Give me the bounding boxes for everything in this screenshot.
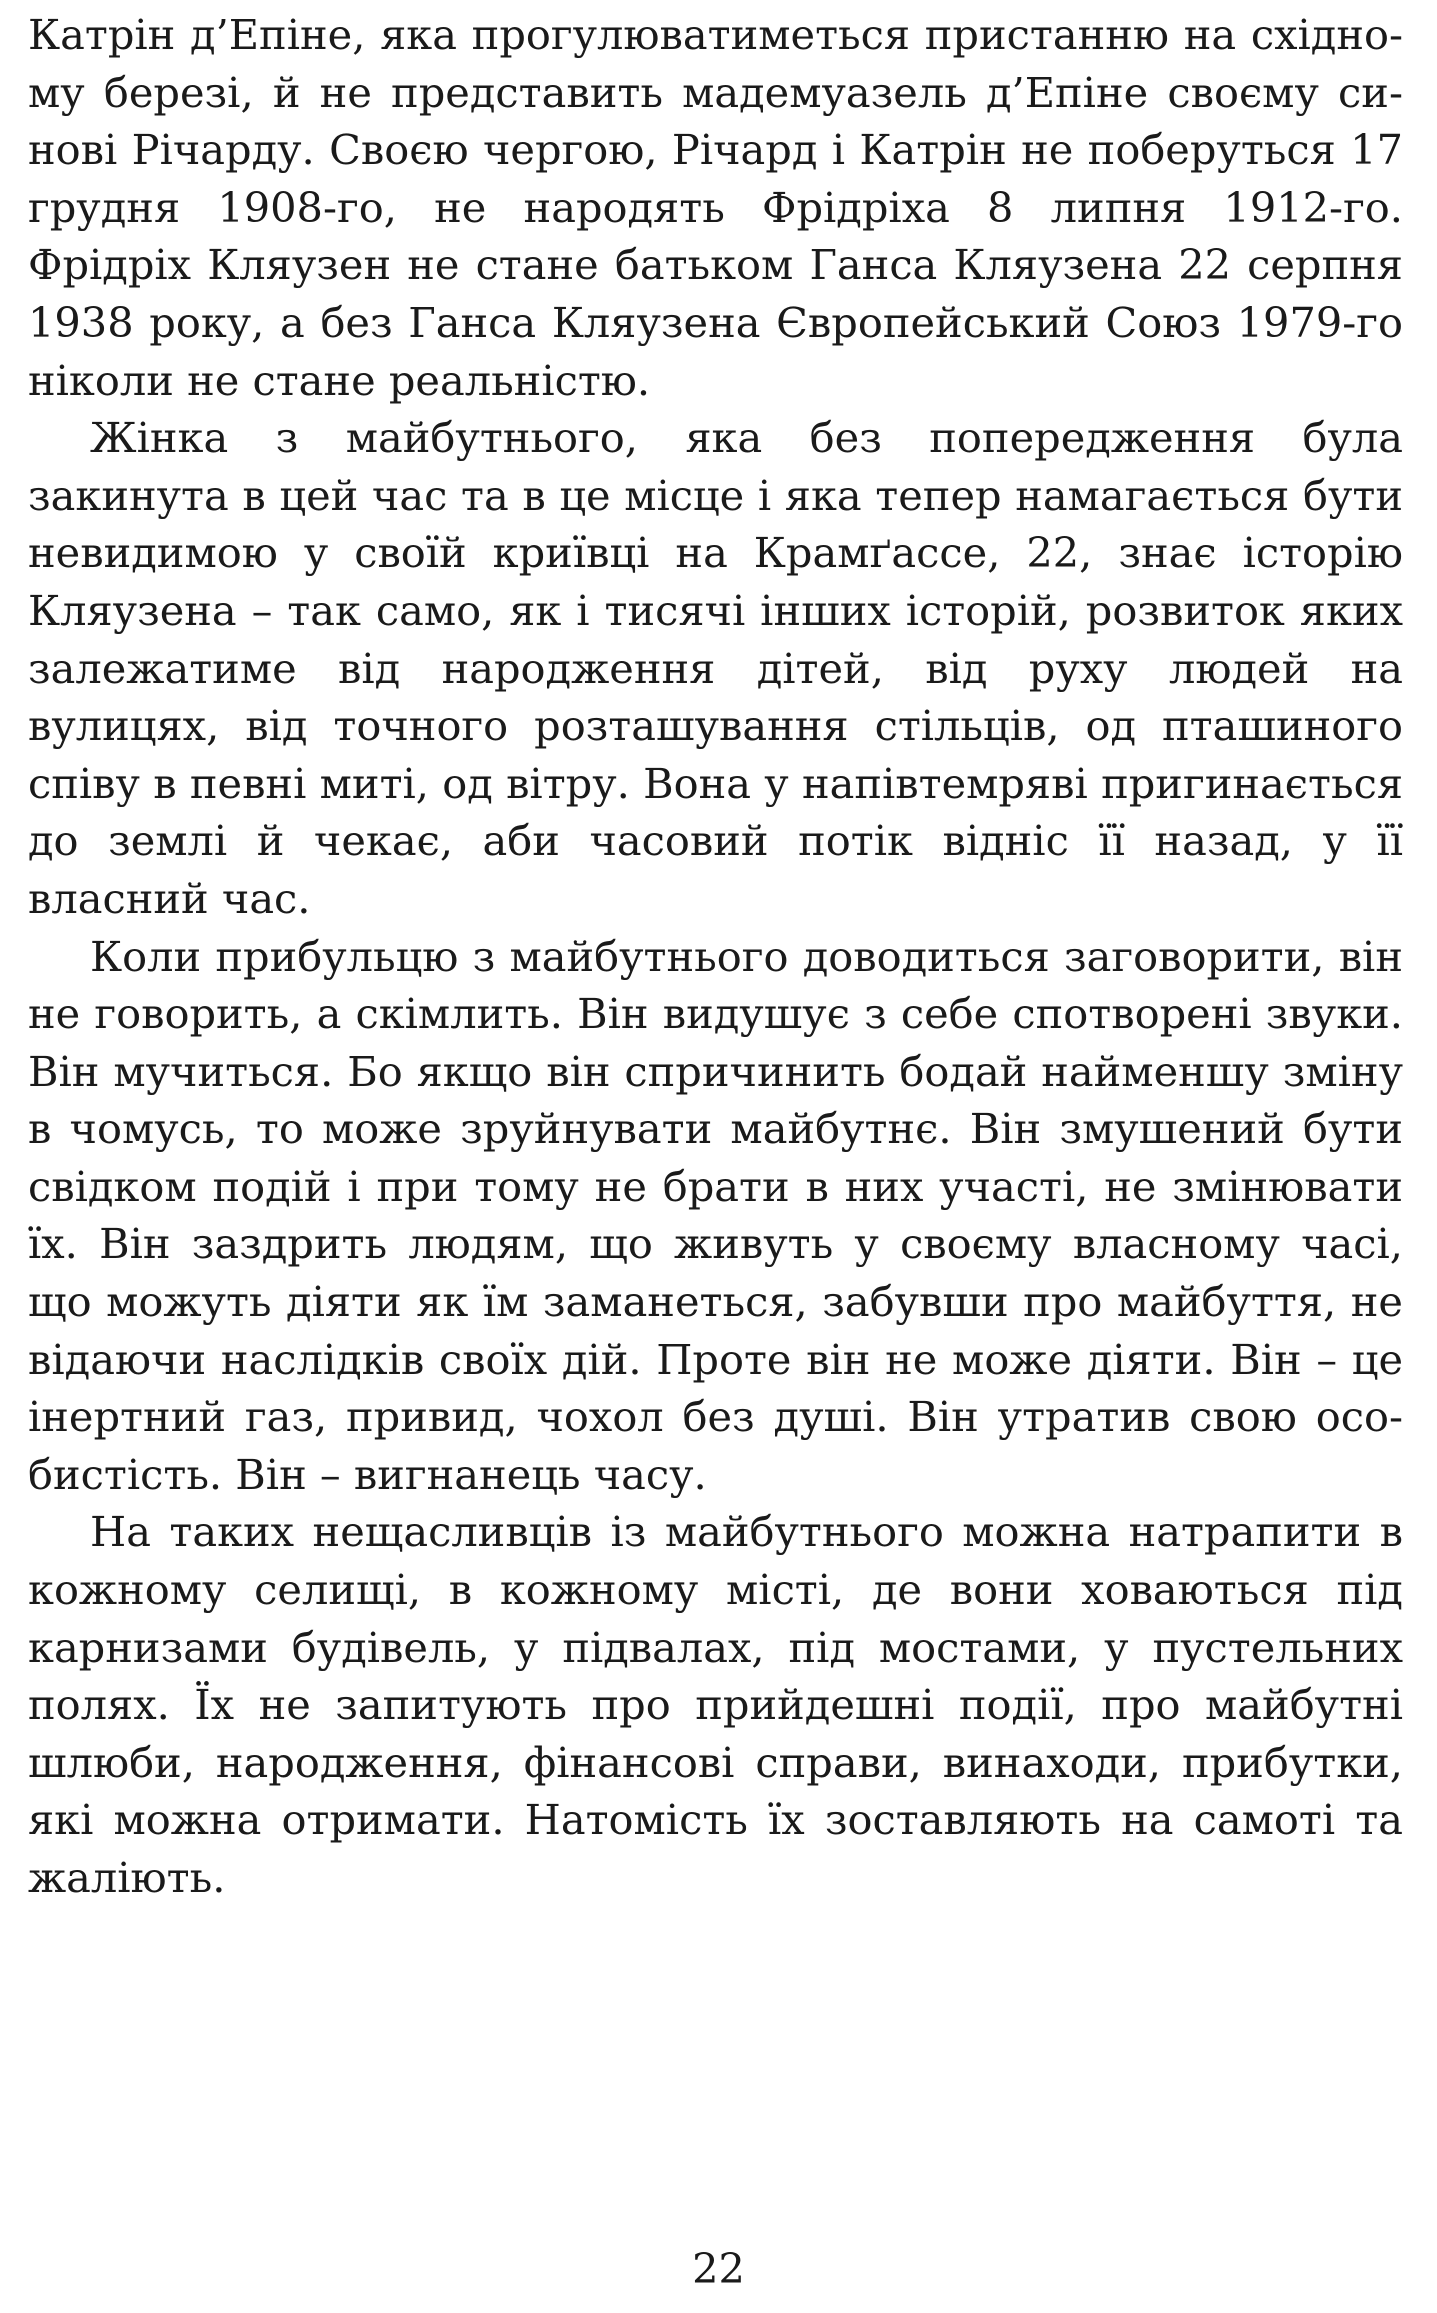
paragraph-1: Катрін д’Епіне, яка прогулюватиметься пристанню на східному березі, й не представить мадемуазель д’Епіне своєму синові Річарду. Своєю чергою, Річард і Катрін не поберуться 17 грудня 1908-го, не народять Фрідріха 8 липня 1912-го. Фрідріх Кляузен не стане батьком Ганса Кляузена 22 серпня 1938 року, а без Ганса Кляузена Європейський Союз 1979-го ніколи не стане реальністю.	[28, 10, 1403, 405]
page-number: 22	[692, 2244, 745, 2293]
page-body-text	[28, 6, 1403, 1907]
paragraph-4: На таких нещасливців із майбутнього можна натрапити в кожному селищі, в кожному місті, де вони ховаються під карнизами будівель, у підвалах, під мостами, у пустельних полях. Їх не запитують про прийдешні події, про майбутні шлюби, народження, фінансові справи, винаходи, прибутки, які можна отримати. Натомість їх зоставляють на самоті та жаліють.	[28, 1507, 1403, 1902]
paragraph-3: Коли прибульцю з майбутнього доводиться заговорити, він не говорить, а скімлить. Він видушує з себе спотворені звуки. Він мучиться. Бо якщо він спричинить бодай найменшу зміну в чомусь, то може зруйнувати майбутнє. Він змушений бути свідком подій і при тому не брати в них участі, не змінювати їх. Він заздрить людям, що живуть у своєму власному часі, що можуть діяти як їм заманеться, забувши про майбуття, не відаючи наслідків своїх дій. Проте він не може діяти. Він – це інертний газ, привид, чохол без душі. Він утратив свою особистість. Він – вигнанець часу.	[28, 931, 1403, 1499]
paragraph-2: Жінка з майбутнього, яка без попередження була закинута в цей час та в це місце і яка тепер намагається бути невидимою у своїй криївці на Крамґассе, 22, знає історію Кляузена – так само, як і тисячі інших історій, розвиток яких залежатиме від народження дітей, від руху людей на вулицях, від точного розташування стільців, од пташиного співу в певні миті, од вітру. Вона у напівтемряві пригинається до землі й чекає, аби часовий потік відніс її назад, у її власний час.	[28, 413, 1403, 923]
